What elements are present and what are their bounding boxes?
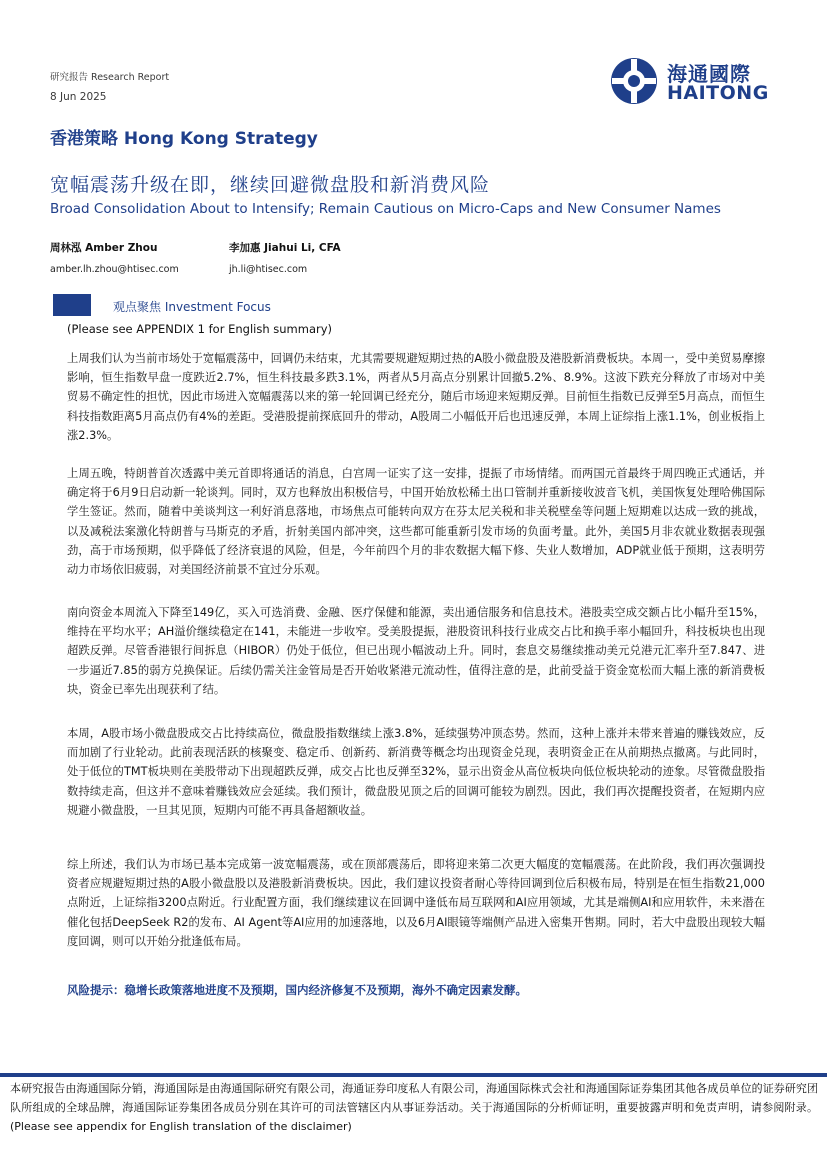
footer-disclaimer: 本研究报告由海通国际分销，海通国际是由海通国际研究有限公司，海通证券印度私人有限公司，海通国际株式会社和海通国际证券集团其他各成员单位的证券研究团队所组成的全球品牌，海通国际证券集团各成员分别在其许可的司法管辖区内从事证券活动。关于海通国际的分析师证明，重要披露声明和免责声明，请参阅附录。(Please see appendix for English translation of the disclaimer) <box>10 1082 818 1133</box>
haitong-logo <box>609 56 769 106</box>
footer-divider <box>0 1073 827 1077</box>
haitong-emblem-icon <box>609 56 659 106</box>
appendix-note: (Please see APPENDIX 1 for English summary) <box>67 322 333 336</box>
title-chinese: 宽幅震荡升级在即，继续回避微盘股和新消费风险 <box>50 174 491 196</box>
author-name-1: 周林泓 Amber Zhou <box>50 242 158 254</box>
report-type: 研究报告 Research Report <box>50 72 170 83</box>
author-email-1[interactable]: amber.lh.zhou@htisec.com <box>50 264 179 275</box>
author-email-2[interactable]: jh.li@htisec.com <box>229 264 308 275</box>
author-name-2: 李加惠 Jiahui Li, CFA <box>229 242 341 254</box>
paragraph-1: 上周我们认为当前市场处于宽幅震荡中，回调仍未结束，尤其需要规避短期过热的A股小微盘股及港股新消费板块。本周一，受中美贸易摩擦影响，恒生指数早盘一度跌近2.7%，恒生科技最多跌3.1%，两者从5月高点分别累计回撤5.2%、8.9%。这波下跌充分释放了市场对中美贸易不确定性的担忧，因此市场进入宽幅震荡以来的第一轮回调已经充分，随后市场迎来短期反弹。目前恒生指数已反弹至5月高点，而恒生科技指数距离5月高点仍有4%的差距。受港股提前探底回升的带动，A股周二小幅低开后也迅速反弹，本周上证综指上涨1.1%，创业板指上涨2.3%。 <box>67 352 765 442</box>
paragraph-5: 综上所述，我们认为市场已基本完成第一波宽幅震荡，或在顶部震荡后，即将迎来第二次更大幅度的宽幅震荡。在此阶段，我们再次强调投资者应规避短期过热的A股小微盘股以及港股新消费板块。因此，我们建议投资者耐心等待回调到位后积极布局，特别是在恒生指数21,000点附近，上证综指3200点附近。行业配置方面，我们继续建议在回调中逢低布局互联网和AI应用领域，尤其是端侧AI和应用软件，未来潜在催化包括DeepSeek R2的发布、AI Agent等AI应用的加速落地，以及6月AI眼镜等端侧产品进入密集开售期。同时，若大中盘股出现较大幅度回调，则可以开始分批逢低布局。 <box>67 858 765 948</box>
paragraph-3: 南向资金本周流入下降至149亿，买入可选消费、金融、医疗保健和能源，卖出通信服务和信息技术。港股卖空成交额占比小幅升至15%，维持在平均水平；AH溢价继续稳定在141，未能进一步收窄。受美股提振，港股资讯科技行业成交占比和换手率小幅回升，科技板块也出现超跌反弹。尽管香港银行间拆息（HIBOR）仍处于低位，但已出现小幅波动上升。同时，套息交易继续推动美元兑港元汇率升至7.847、进一步逼近7.85的弱方兑换保证。后续仍需关注金管局是否开始收紧港元流动性，值得注意的是，此前受益于资金宽松而大幅上涨的新消费板块，资金已率先出现获利了结。 <box>67 606 765 696</box>
report-date: 8 Jun 2025 <box>50 91 107 103</box>
paragraph-4: 本周，A股市场小微盘股成交占比持续高位，微盘股指数继续上涨3.8%，延续强势冲顶态势。然而，这种上涨并未带来普遍的赚钱效应，反而加剧了行业轮动。此前表现活跃的核聚变、稳定币、创新药、新消费等概念均出现资金兑现，表明资金正在从前期热点撤离。与此同时，处于低位的TMT板块则在美股带动下出现超跌反弹，成交占比也反弹至32%，显示出资金从高位板块向低位板块轮动的迹象。尽管微盘股指数持续走高，但这并不意味着赚钱效应会延续。我们预计，微盘股见顶之后的回调可能较为剧烈。因此，我们再次提醒投资者，在短期内应规避小微盘股，一旦其见顶，短期内可能不再具备超额收益。 <box>67 727 765 817</box>
focus-marker <box>53 294 91 316</box>
title-english: Broad Consolidation About to Intensify; Remain Cautious on Micro-Caps and New Consumer Names <box>50 201 721 217</box>
logo-text-en: HAITONG <box>667 82 769 104</box>
section-title: 香港策略 Hong Kong Strategy <box>50 129 318 149</box>
logo-text-cn: 海通國際 <box>667 62 751 86</box>
investment-focus-label: 观点聚焦 Investment Focus <box>113 300 271 314</box>
risk-warning: 风险提示：稳增长政策落地进度不及预期，国内经济修复不及预期，海外不确定因素发酵。 <box>67 983 527 997</box>
paragraph-2: 上周五晚，特朗普首次透露中美元首即将通话的消息，白宫周一证实了这一安排，提振了市场情绪。而两国元首最终于周四晚正式通话，并确定将于6月9日启动新一轮谈判。同时，双方也释放出积极信号，中国开始放松稀土出口管制并重新接收波音飞机，美国恢复处理哈佛国际学生签证。然而，随着中美谈判这一利好消息落地，市场焦点可能转向双方在芬太尼关税和非关税壁垒等问题上短期难以达成一致的挑战，以及减税法案激化特朗普与马斯克的矛盾，折射美国内部冲突，这些都可能重新引发市场的负面考量。此外，美国5月非农就业数据表现强劲，高于市场预期，似乎降低了经济衰退的风险，但是，今年前四个月的非农数据大幅下修、失业人数增加，ADP就业低于预期，这表明劳动力市场依旧疲弱，对美国经济前景不宜过分乐观。 <box>67 467 765 577</box>
